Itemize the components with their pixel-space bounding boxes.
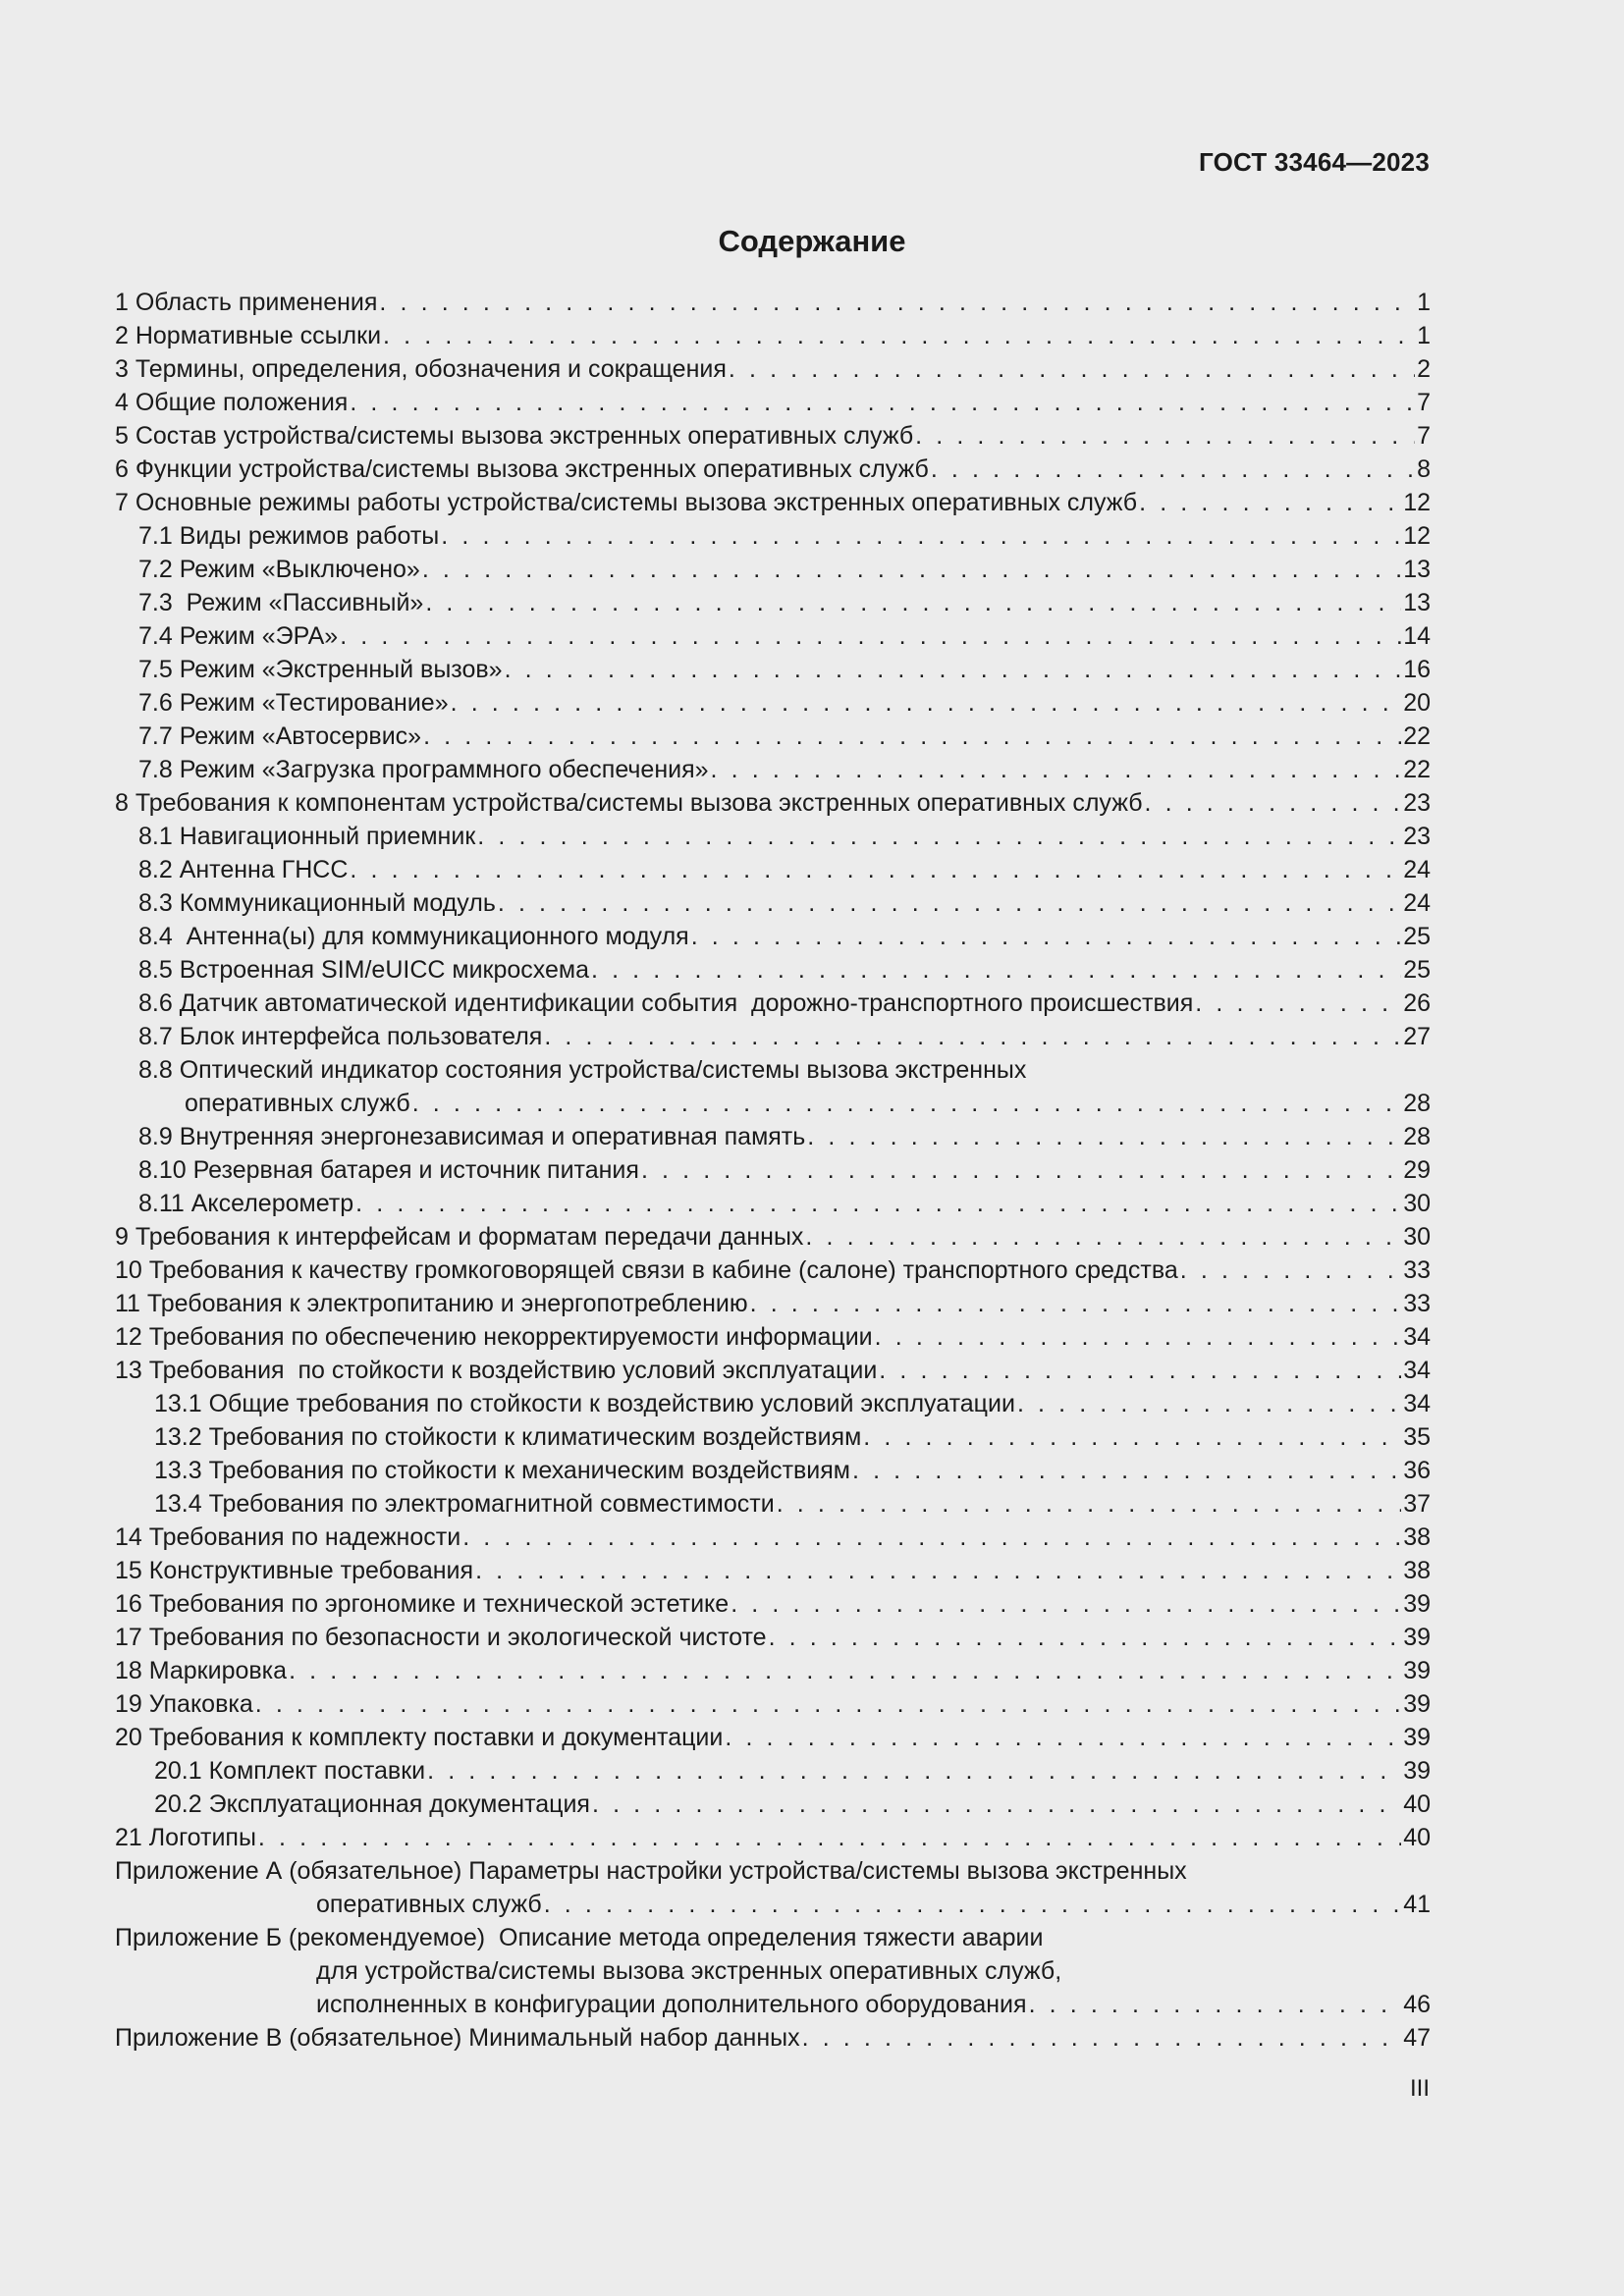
toc-appendix-b[interactable]: Приложение Б (рекомендуемое) Описание метода определения тяжести аварии для устройства/системы вызова экстренных оперативных служб, исполненных в конфигурации дополнительного оборудования . . . 46 <box>115 1921 1431 2021</box>
toc-entry[interactable]: 1 Область применения . . . 1 <box>115 286 1431 319</box>
toc-page: 34 <box>1403 1357 1431 1384</box>
toc-page: 8 <box>1417 455 1431 483</box>
toc-entry[interactable]: 13.2 Требования по стойкости к климатическим воздействиям . . . 35 <box>115 1420 1431 1454</box>
leader-dots <box>475 1554 1401 1587</box>
leader-dots <box>641 1153 1401 1187</box>
leader-dots <box>1029 1988 1402 2021</box>
toc-entry[interactable]: 8.10 Резервная батарея и источник питания . . . 29 <box>115 1153 1431 1187</box>
toc-entry[interactable]: 8.6 Датчик автоматической идентификации события дорожно-транспортного происшествия . . . 26 <box>115 987 1431 1020</box>
toc-page: 33 <box>1403 1290 1431 1317</box>
toc-entry[interactable]: 17 Требования по безопасности и экологической чистоте . . . 39 <box>115 1621 1431 1654</box>
toc-page: 12 <box>1403 489 1431 516</box>
toc-entry[interactable]: 13.3 Требования по стойкости к механическим воздействиям . . . 36 <box>115 1454 1431 1487</box>
toc-entry[interactable]: 20.2 Эксплуатационная документация . . . 40 <box>115 1788 1431 1821</box>
toc-entry[interactable]: 13 Требования по стойкости к воздействию условий эксплуатации . . . 34 <box>115 1354 1431 1387</box>
toc-page: 30 <box>1403 1223 1431 1251</box>
toc-entry[interactable]: 9 Требования к интерфейсам и форматам передачи данных . . . 30 <box>115 1220 1431 1254</box>
toc-page: 39 <box>1403 1657 1431 1684</box>
toc-page: 20 <box>1403 689 1431 717</box>
leader-dots <box>1180 1254 1401 1287</box>
toc-page: 30 <box>1403 1190 1431 1217</box>
toc-entry[interactable]: 20 Требования к комплекту поставки и документации . . . 39 <box>115 1721 1431 1754</box>
leader-dots <box>505 653 1402 686</box>
toc-entry[interactable]: 8.1 Навигационный приемник . . . 23 <box>115 820 1431 853</box>
leader-dots <box>592 1788 1401 1821</box>
toc-page: 28 <box>1403 1123 1431 1150</box>
toc-page: 14 <box>1403 622 1431 650</box>
toc-page: 39 <box>1403 1590 1431 1618</box>
toc-entry[interactable]: 11 Требования к электропитанию и энергопотреблению . . . 33 <box>115 1287 1431 1320</box>
toc-page: 12 <box>1403 522 1431 550</box>
toc-page: 39 <box>1403 1624 1431 1651</box>
toc-entry[interactable]: 10 Требования к качеству громкоговорящей связи в кабине (салоне) транспортного средства . . . 33 <box>115 1254 1431 1287</box>
leader-dots <box>477 820 1401 853</box>
toc-page: 46 <box>1403 1991 1431 2018</box>
leader-dots <box>750 1287 1402 1320</box>
toc-entry[interactable]: 3 Термины, определения, обозначения и сокращения . . . 2 <box>115 352 1431 386</box>
toc-page: 34 <box>1403 1323 1431 1351</box>
leader-dots <box>769 1621 1402 1654</box>
toc-entry[interactable]: 8.7 Блок интерфейса пользователя . . . 27 <box>115 1020 1431 1053</box>
toc-entry[interactable]: 8.9 Внутренняя энергонезависимая и оперативная память . . . 28 <box>115 1120 1431 1153</box>
toc-page: 27 <box>1403 1023 1431 1050</box>
toc-entry[interactable]: 7.8 Режим «Загрузка программного обеспечения» . . . 22 <box>115 753 1431 786</box>
table-of-contents <box>115 286 1431 2055</box>
leader-dots <box>879 1354 1401 1387</box>
toc-page: 40 <box>1403 1790 1431 1818</box>
leader-dots <box>807 1120 1401 1153</box>
leader-dots <box>1145 786 1402 820</box>
leader-dots <box>1017 1387 1401 1420</box>
toc-entry[interactable]: 8.2 Антенна ГНСС . . . 24 <box>115 853 1431 886</box>
leader-dots <box>423 720 1401 753</box>
toc-page: 36 <box>1403 1457 1431 1484</box>
toc-page: 7 <box>1417 389 1431 416</box>
toc-entry[interactable]: 7.7 Режим «Автосервис» . . . 22 <box>115 720 1431 753</box>
toc-entry[interactable]: 20.1 Комплект поставки . . . 39 <box>115 1754 1431 1788</box>
toc-entry[interactable]: 7.6 Режим «Тестирование» . . . 20 <box>115 686 1431 720</box>
toc-entry[interactable]: 13.1 Общие требования по стойкости к воздействию условий эксплуатации . . . 34 <box>115 1387 1431 1420</box>
toc-page: 40 <box>1403 1824 1431 1851</box>
toc-entry[interactable]: 7.2 Режим «Выключено» . . . 13 <box>115 553 1431 586</box>
toc-entry[interactable]: 8.5 Встроенная SIM/eUICC микросхема . . . 25 <box>115 953 1431 987</box>
leader-dots <box>863 1420 1401 1454</box>
toc-entry[interactable]: 18 Маркировка . . . 39 <box>115 1654 1431 1687</box>
toc-appendix-a[interactable]: Приложение А (обязательное) Параметры настройки устройства/системы вызова экстренных оперативных служб . . . 41 <box>115 1854 1431 1921</box>
leader-dots <box>258 1821 1401 1854</box>
toc-page: 38 <box>1403 1557 1431 1584</box>
leader-dots <box>462 1521 1401 1554</box>
toc-appendix-v[interactable]: Приложение В (обязательное) Минимальный набор данных . . . 47 <box>115 2021 1431 2055</box>
leader-dots <box>255 1687 1401 1721</box>
toc-entry[interactable]: 16 Требования по эргономике и технической эстетике . . . 39 <box>115 1587 1431 1621</box>
toc-page: 1 <box>1417 322 1431 349</box>
leader-dots <box>379 286 1415 319</box>
toc-page: 2 <box>1417 355 1431 383</box>
leader-dots <box>350 853 1401 886</box>
toc-entry[interactable]: 7.1 Виды режимов работы . . . 12 <box>115 519 1431 553</box>
toc-page: 26 <box>1403 989 1431 1017</box>
leader-dots <box>591 953 1401 987</box>
toc-page: 24 <box>1403 889 1431 917</box>
toc-page: 22 <box>1403 722 1431 750</box>
toc-entry[interactable]: 8 Требования к компонентам устройства/системы вызова экстренных оперативных служб . . . 23 <box>115 786 1431 820</box>
toc-entry[interactable]: 14 Требования по надежности . . . 38 <box>115 1521 1431 1554</box>
toc-entry[interactable]: 4 Общие положения . . . 7 <box>115 386 1431 419</box>
leader-dots <box>441 519 1401 553</box>
leader-dots <box>777 1487 1401 1521</box>
toc-page: 39 <box>1403 1690 1431 1718</box>
toc-page: 39 <box>1403 1757 1431 1785</box>
toc-entry[interactable]: 8.3 Коммуникационный модуль . . . 24 <box>115 886 1431 920</box>
toc-page: 38 <box>1403 1523 1431 1551</box>
leader-dots <box>805 1220 1401 1254</box>
toc-entry[interactable]: 7.5 Режим «Экстренный вызов» . . . 16 <box>115 653 1431 686</box>
toc-page: 23 <box>1403 823 1431 850</box>
toc-entry[interactable]: 13.4 Требования по электромагнитной совместимости . . . 37 <box>115 1487 1431 1521</box>
leader-dots <box>802 2021 1402 2055</box>
toc-page: 13 <box>1403 589 1431 616</box>
toc-page: 29 <box>1403 1156 1431 1184</box>
toc-entry[interactable]: 8.8 Оптический индикатор состояния устройства/системы вызова экстренных оперативных служб . . . 28 <box>115 1053 1431 1120</box>
toc-entry[interactable]: 7 Основные режимы работы устройства/системы вызова экстренных оперативных служб . . . 12 <box>115 486 1431 519</box>
toc-page: 33 <box>1403 1256 1431 1284</box>
leader-dots <box>412 1087 1401 1120</box>
toc-page: 7 <box>1417 422 1431 450</box>
toc-entry[interactable]: 15 Конструктивные требования . . . 38 <box>115 1554 1431 1587</box>
leader-dots <box>427 1754 1401 1788</box>
leader-dots <box>1139 486 1401 519</box>
toc-page: 41 <box>1403 1891 1431 1918</box>
leader-dots <box>544 1020 1401 1053</box>
toc-page: 25 <box>1403 923 1431 950</box>
toc-page: 24 <box>1403 856 1431 883</box>
toc-page: 47 <box>1403 2024 1431 2052</box>
toc-page: 22 <box>1403 756 1431 783</box>
toc-entry[interactable]: 12 Требования по обеспечению некорректируемости информации . . . 34 <box>115 1320 1431 1354</box>
toc-page: 16 <box>1403 656 1431 683</box>
leader-dots <box>691 920 1401 953</box>
toc-entry[interactable]: 5 Состав устройства/системы вызова экстренных оперативных служб . . . 7 <box>115 419 1431 453</box>
document-code: ГОСТ 33464—2023 <box>1199 147 1430 177</box>
toc-entry[interactable]: 21 Логотипы . . . 40 <box>115 1821 1431 1854</box>
leader-dots <box>498 886 1401 920</box>
leader-dots <box>852 1454 1401 1487</box>
leader-dots <box>931 453 1415 486</box>
toc-entry[interactable]: 19 Упаковка . . . 39 <box>115 1687 1431 1721</box>
toc-page: 23 <box>1403 789 1431 817</box>
leader-dots <box>1195 987 1401 1020</box>
toc-entry[interactable]: 7.3 Режим «Пассивный» . . . 13 <box>115 586 1431 619</box>
leader-dots <box>725 1721 1401 1754</box>
leader-dots <box>289 1654 1401 1687</box>
leader-dots <box>355 1187 1401 1220</box>
leader-dots <box>350 386 1415 419</box>
leader-dots <box>711 753 1402 786</box>
leader-dots <box>451 686 1402 720</box>
leader-dots <box>544 1888 1401 1921</box>
leader-dots <box>422 553 1401 586</box>
toc-entry[interactable]: 8.4 Антенна(ы) для коммуникационного модуля . . . 25 <box>115 920 1431 953</box>
leader-dots <box>731 1587 1401 1621</box>
leader-dots <box>383 319 1415 352</box>
leader-dots <box>915 419 1415 453</box>
toc-page: 13 <box>1403 556 1431 583</box>
toc-entry[interactable]: 6 Функции устройства/системы вызова экстренных оперативных служб . . . 8 <box>115 453 1431 486</box>
toc-page: 25 <box>1403 956 1431 984</box>
leader-dots <box>425 586 1401 619</box>
toc-title: Содержание <box>718 224 906 258</box>
toc-page: 1 <box>1417 289 1431 316</box>
toc-page: 28 <box>1403 1090 1431 1117</box>
toc-page: 37 <box>1403 1490 1431 1518</box>
page-number: III <box>1409 2075 1430 2102</box>
leader-dots <box>875 1320 1402 1354</box>
toc-entry[interactable]: 2 Нормативные ссылки . . . 1 <box>115 319 1431 352</box>
leader-dots <box>729 352 1415 386</box>
toc-entry[interactable]: 7.4 Режим «ЭРА» . . . 14 <box>115 619 1431 653</box>
toc-page: 39 <box>1403 1724 1431 1751</box>
toc-entry[interactable]: 8.11 Акселерометр . . . 30 <box>115 1187 1431 1220</box>
leader-dots <box>340 619 1401 653</box>
toc-page: 34 <box>1403 1390 1431 1417</box>
toc-page: 35 <box>1403 1423 1431 1451</box>
